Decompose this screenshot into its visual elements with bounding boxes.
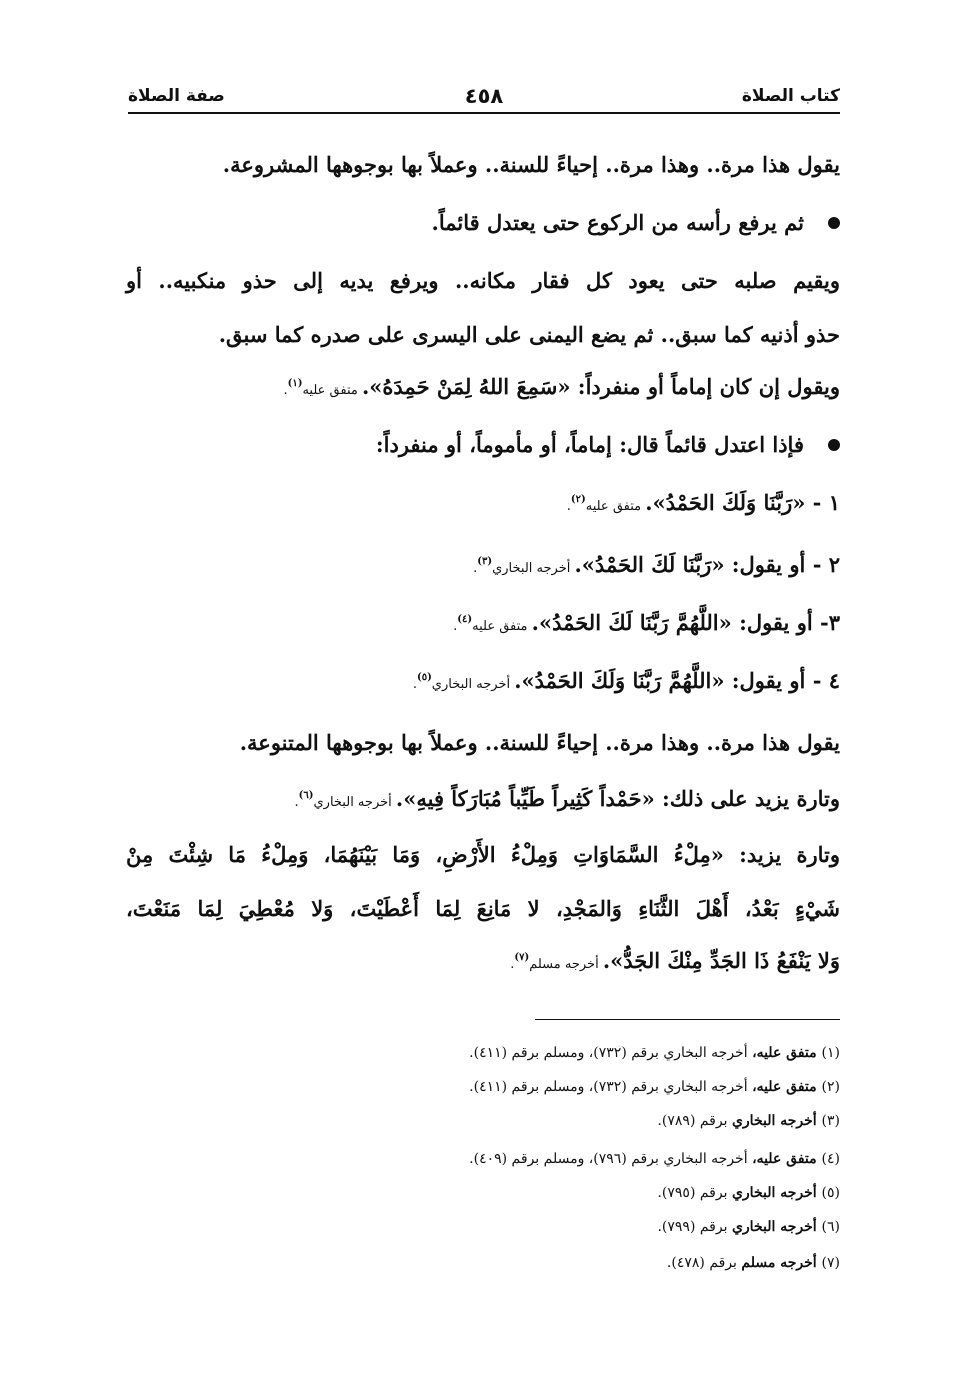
end-dot: .: [453, 619, 458, 634]
bullet-heading-2: [126, 432, 840, 457]
item-number: ١ -: [805, 490, 840, 515]
source-text: أخرجه البخاري: [313, 795, 396, 810]
long-line-2: شَيْءٍ بَعْدُ، أَهْلَ الثَّنَاءِ وَالمَجْدِ، لا مَانِعَ لِمَا أَعْطَيْتَ، وَلا مُعْطِيَ لِمَا مَنَعْتَ،: [126, 896, 840, 921]
long-line-1: وتارة يزيد: «مِلْءُ السَّمَاوَاتِ وَمِلْءُ الأَرْضِ، وَمَا بَيْنَهُمَا، وَمِلْءُ مَا شِئْتَ مِنْ: [126, 842, 840, 867]
text-line-addition: [126, 786, 840, 811]
footnote-5: [657, 1185, 840, 1201]
book-title: كتاب الصلاة: [741, 86, 840, 106]
footnote-text: برقم (٧٩٩).: [657, 1219, 732, 1235]
section-title: صفة الصلاة: [128, 86, 225, 106]
quote-text: «اللَّهُمَّ رَبَّنَا لَكَ الحَمْدُ».: [531, 610, 732, 635]
text-line-variety: يقول هذا مرة.. وهذا مرة.. إحياءً للسنة.. وعملاً بها بوجوهها المتنوعة.: [239, 730, 840, 755]
footnote-bold: متفق عليه،: [752, 1045, 822, 1061]
source-text: أخرجه البخاري: [492, 561, 575, 576]
footnote-text: أخرجه البخاري برقم (٧٩٦)، ومسلم برقم (٤٠٩).: [469, 1151, 753, 1167]
quote-text: «اللَّهُمَّ رَبَّنَا وَلَكَ الحَمْدُ».: [514, 668, 725, 693]
item-number: ٣- أو يقول:: [731, 610, 840, 635]
footnote-bold: أخرجه البخاري: [731, 1113, 822, 1129]
intro-text: وتارة يزيد على ذلك:: [654, 786, 840, 811]
footnote-ref: (٦): [298, 790, 314, 801]
end-dot: .: [294, 795, 299, 810]
footnote-ref: (١): [287, 378, 303, 389]
footnote-bold: متفق عليه،: [752, 1079, 822, 1095]
end-dot: .: [283, 383, 288, 398]
footnote-number: (١): [821, 1045, 840, 1061]
footnote-bold: متفق عليه،: [752, 1151, 822, 1167]
footnote-ref: (٥): [416, 672, 432, 683]
footnote-number: (٢): [821, 1079, 840, 1095]
page-header: [128, 84, 840, 112]
page-number: ٤٥٨: [464, 84, 504, 108]
paragraph-line-2: حذو أذنيه كما سبق.. ثم يضع اليمنى على اليسرى على صدره كما سبق.: [218, 322, 840, 347]
list-item-2: [126, 552, 840, 577]
footnote-bold: أخرجه البخاري: [731, 1185, 822, 1201]
footnote-text: برقم (٧٩٥).: [657, 1185, 732, 1201]
footnote-number: (٣): [821, 1113, 840, 1129]
paragraph-line-3: [126, 374, 840, 399]
footnote-6: [657, 1219, 840, 1235]
list-item-3: [126, 610, 840, 635]
footnote-text: أخرجه البخاري برقم (٧٣٢)، ومسلم برقم (٤١١).: [469, 1045, 753, 1061]
footnote-3: [657, 1113, 840, 1129]
paragraph-line-1: ويقيم صلبه حتى يعود كل فقار مكانه.. ويرفع يديه إلى حذو منكبيه.. أو: [126, 268, 840, 293]
bullet-heading-text: فإذا اعتدل قائماً قال: إماماً، أو مأموماً، أو منفرداً:: [375, 432, 804, 457]
footnote-bold: أخرجه مسلم: [741, 1255, 822, 1271]
footnote-text: أخرجه البخاري برقم (٧٣٢)، ومسلم برقم (٤١١).: [469, 1079, 753, 1095]
item-number: ٤ - أو يقول:: [724, 668, 840, 693]
source-text: أخرجه البخاري: [431, 677, 515, 692]
footnote-bold: أخرجه البخاري: [731, 1219, 822, 1235]
source-text: متفق عليه: [585, 499, 646, 514]
source-text: أخرجه مسلم: [529, 957, 603, 972]
footnote-ref: (٢): [570, 494, 586, 505]
footnote-rule: [535, 1019, 840, 1020]
footnote-number: (٥): [821, 1185, 840, 1201]
footnote-ref: (٤): [457, 614, 473, 625]
header-rule: [128, 112, 840, 114]
source-text: متفق عليه: [302, 383, 362, 398]
bullet-icon: [828, 439, 840, 451]
end-dot: .: [473, 561, 478, 576]
bullet-icon: [828, 217, 840, 229]
quote-text: وَلا يَنْفَعُ ذَا الجَدِّ مِنْكَ الجَدُّ».: [602, 948, 840, 973]
bullet-heading-1: [126, 210, 840, 235]
footnote-text: برقم (٤٧٨).: [666, 1255, 742, 1271]
footnote-4: [469, 1151, 840, 1167]
source-text: متفق عليه: [472, 619, 532, 634]
end-dot: .: [566, 499, 571, 514]
text-line-1: يقول هذا مرة.. وهذا مرة.. إحياءً للسنة.. وعملاً بها بوجوهها المشروعة.: [222, 152, 840, 177]
end-dot: .: [510, 957, 515, 972]
footnote-1: [469, 1045, 840, 1061]
footnote-ref: (٣): [477, 556, 493, 567]
item-number: ٢ - أو يقول:: [724, 552, 840, 577]
quote-text: «حَمْداً كَثِيراً طَيِّباً مُبَارَكاً فِيهِ».: [395, 786, 655, 811]
footnote-7: [667, 1255, 840, 1271]
quote-text: «رَبَّنَا لَكَ الحَمْدُ».: [574, 552, 725, 577]
footnote-number: (٧): [821, 1255, 840, 1271]
list-item-4: [126, 668, 840, 693]
long-line-3: [126, 948, 840, 973]
footnote-ref: (٧): [514, 952, 530, 963]
end-dot: .: [412, 677, 417, 692]
list-item-1: [126, 490, 840, 515]
quote-text: «سَمِعَ اللهُ لِمَنْ حَمِدَهُ».: [361, 374, 571, 399]
footnote-2: [469, 1079, 840, 1095]
intro-text: ويقول إن كان إماماً أو منفرداً:: [570, 374, 840, 399]
footnote-number: (٤): [821, 1151, 840, 1167]
footnote-text: برقم (٧٨٩).: [657, 1113, 732, 1129]
footnote-number: (٦): [821, 1219, 840, 1235]
quote-text: «رَبَّنَا وَلَكَ الحَمْدُ».: [645, 490, 806, 515]
bullet-heading-text: ثم يرفع رأسه من الركوع حتى يعتدل قائماً.: [431, 210, 804, 235]
